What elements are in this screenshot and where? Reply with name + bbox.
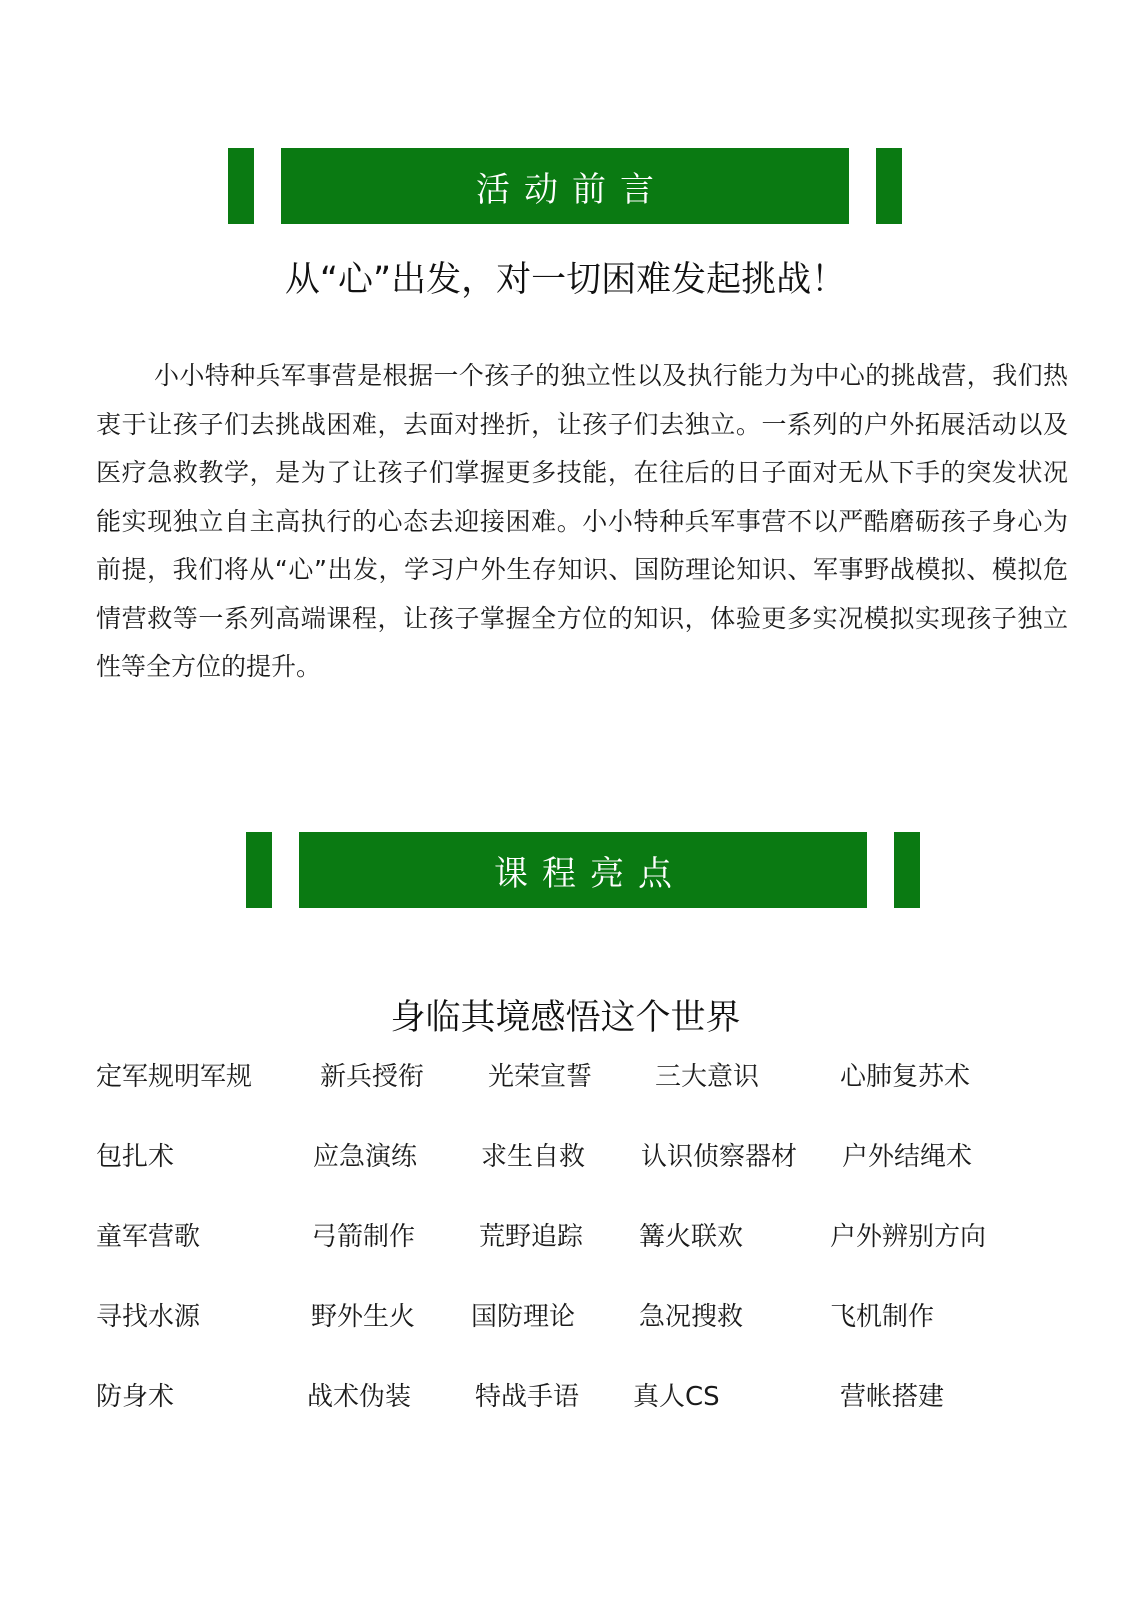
banner-title: 活动前言: [476, 169, 668, 210]
banner-right-block: [876, 148, 902, 224]
course-item: 户外结绳术: [842, 1142, 973, 1172]
course-item: 寻找水源: [96, 1302, 201, 1332]
section-banner-intro: [228, 148, 902, 224]
intro-paragraph: 小小特种兵军事营是根据一个孩子的独立性以及执行能力为中心的挑战营，我们热衷于让孩子们去挑战困难，去面对挫折，让孩子们去独立。一系列的户外拓展活动以及医疗急救教学，是为了让孩子们掌握更多技能，在往后的日子面对无从下手的突发状况能实现独立自主高执行的心态去迎接困难。小小特种兵军事营不以严酷磨砺孩子身心为前提，我们将从“心”出发，学习户外生存知识、国防理论知识、军事野战模拟、模拟危情营救等一系列高端课程，让孩子掌握全方位的知识，体验更多实况模拟实现孩子独立性等全方位的提升。: [96, 361, 1068, 681]
course-item: 特战手语: [475, 1382, 580, 1412]
course-item: 心肺复苏术: [840, 1062, 971, 1092]
course-item: 童军营歌: [96, 1222, 201, 1252]
course-item: 弓箭制作: [311, 1222, 416, 1252]
course-item: 防身术: [96, 1382, 175, 1412]
course-item: 飞机制作: [830, 1302, 935, 1332]
banner-left-block: [228, 148, 254, 224]
course-item: 荒野追踪: [479, 1222, 584, 1252]
course-item: 光荣宣誓: [488, 1062, 593, 1092]
banner-title-box: [281, 148, 849, 224]
course-item: 战术伪装: [307, 1382, 412, 1412]
course-item: 户外辨别方向: [830, 1222, 987, 1252]
banner-title-box: [299, 832, 867, 908]
course-item: 定军规明军规: [96, 1062, 253, 1092]
banner-title: 课程亮点: [494, 853, 686, 894]
intro-subtitle: 从“心”出发，对一切困难发起挑战！: [284, 260, 847, 300]
course-item: 三大意识: [655, 1062, 760, 1092]
course-item: 应急演练: [313, 1142, 418, 1172]
course-item: 营帐搭建: [840, 1382, 945, 1412]
course-item: 篝火联欢: [639, 1222, 744, 1252]
course-item: 真人CS: [633, 1382, 720, 1412]
course-item: 急况搜救: [639, 1302, 744, 1332]
course-item: 认识侦察器材: [641, 1142, 798, 1172]
course-item: 求生自救: [481, 1142, 586, 1172]
banner-right-block: [894, 832, 920, 908]
course-item: 新兵授衔: [320, 1062, 425, 1092]
course-item: 国防理论: [471, 1302, 576, 1332]
highlights-subtitle: 身临其境感悟这个世界: [390, 998, 741, 1038]
banner-left-block: [246, 832, 272, 908]
section-banner-highlights: [246, 832, 920, 908]
course-item: 野外生火: [311, 1302, 416, 1332]
course-item: 包扎术: [96, 1142, 175, 1172]
